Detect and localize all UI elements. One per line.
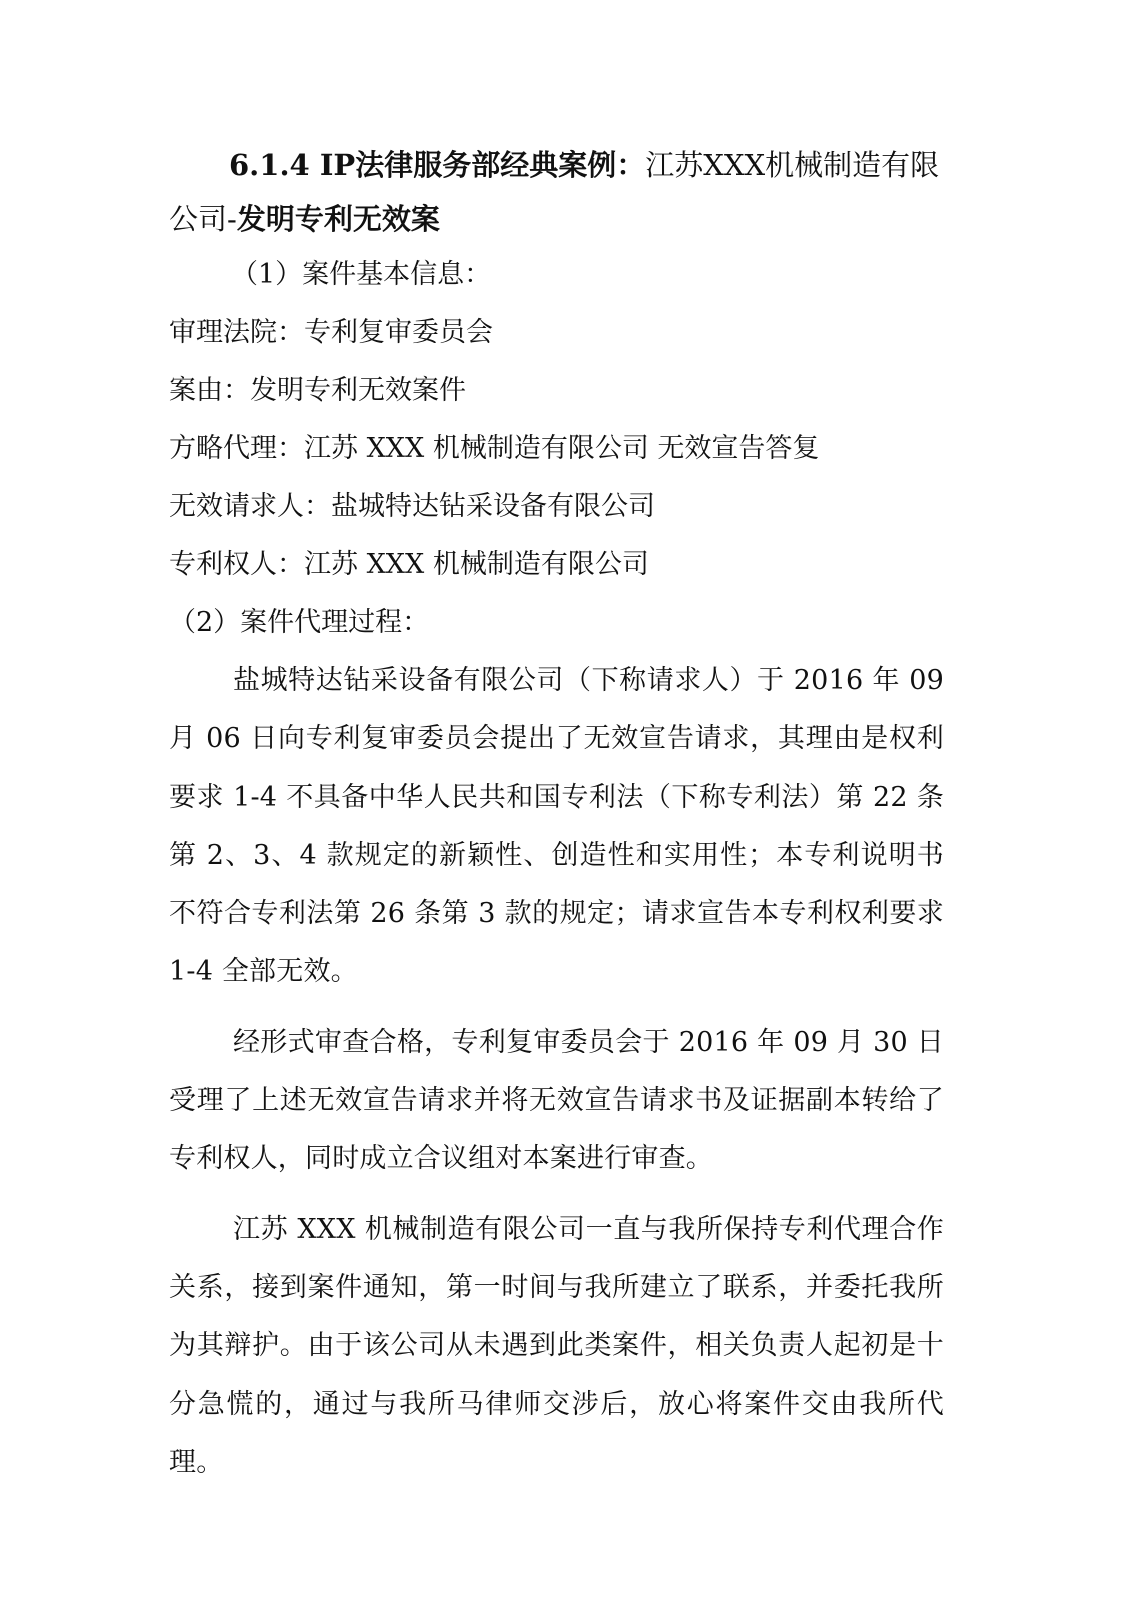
paragraph-spacer bbox=[169, 1002, 944, 1014]
paragraph-request: 盐城特达钻采设备有限公司（下称请求人）于 2016 年 09 月 06 日向专利复审委员会提出了无效宣告请求，其理由是权利要求 1-4 不具备中华人民共和国专利法（下称专利法）第 22 条第 2、3、4 款规定的新颖性、创造性和实用性；本专利说明书不符合专利法第 26 条第 3 款的规定；请求宣告本专利权利要求 1-4 全部无效。 bbox=[169, 665, 944, 988]
court-line: 审理法院：专利复审委员会 bbox=[169, 317, 493, 348]
patentee-line: 专利权人：江苏 XXX 机械制造有限公司 bbox=[169, 549, 649, 580]
heading-number-title: 6.1.4 IP法律服务部经典案例： bbox=[229, 148, 646, 182]
case-info-title: （1）案件基本信息： bbox=[231, 259, 492, 290]
paragraph-acceptance: 经形式审查合格，专利复审委员会于 2016 年 09 月 30 日受理了上述无效宣告请求并将无效宣告请求书及证据副本转给了专利权人，同时成立合议组对本案进行审查。 bbox=[169, 1026, 944, 1175]
paragraph-spacer bbox=[169, 1189, 944, 1201]
paragraph-cooperation: 江苏 XXX 机械制造有限公司一直与我所保持专利代理合作关系，接到案件通知，第一时间与我所建立了联系，并委托我所为其辩护。由于该公司从未遇到此类案件，相关负责人起初是十分急慌的，通过与我所马律师交涉后，放心将案件交由我所代理。 bbox=[169, 1213, 944, 1478]
section-heading bbox=[169, 138, 944, 246]
document-body bbox=[169, 138, 944, 1492]
heading-case-name: 发明专利无效案 bbox=[236, 202, 440, 236]
requester-line: 无效请求人：盐城特达钻采设备有限公司 bbox=[169, 491, 655, 522]
cause-line: 案由：发明专利无效案件 bbox=[169, 375, 466, 406]
agent-line: 方略代理：江苏 XXX 机械制造有限公司 无效宣告答复 bbox=[169, 433, 820, 464]
process-title: （2）案件代理过程： bbox=[169, 607, 430, 638]
heading-company: 江苏XXX机械制造有限公司- bbox=[169, 148, 940, 236]
